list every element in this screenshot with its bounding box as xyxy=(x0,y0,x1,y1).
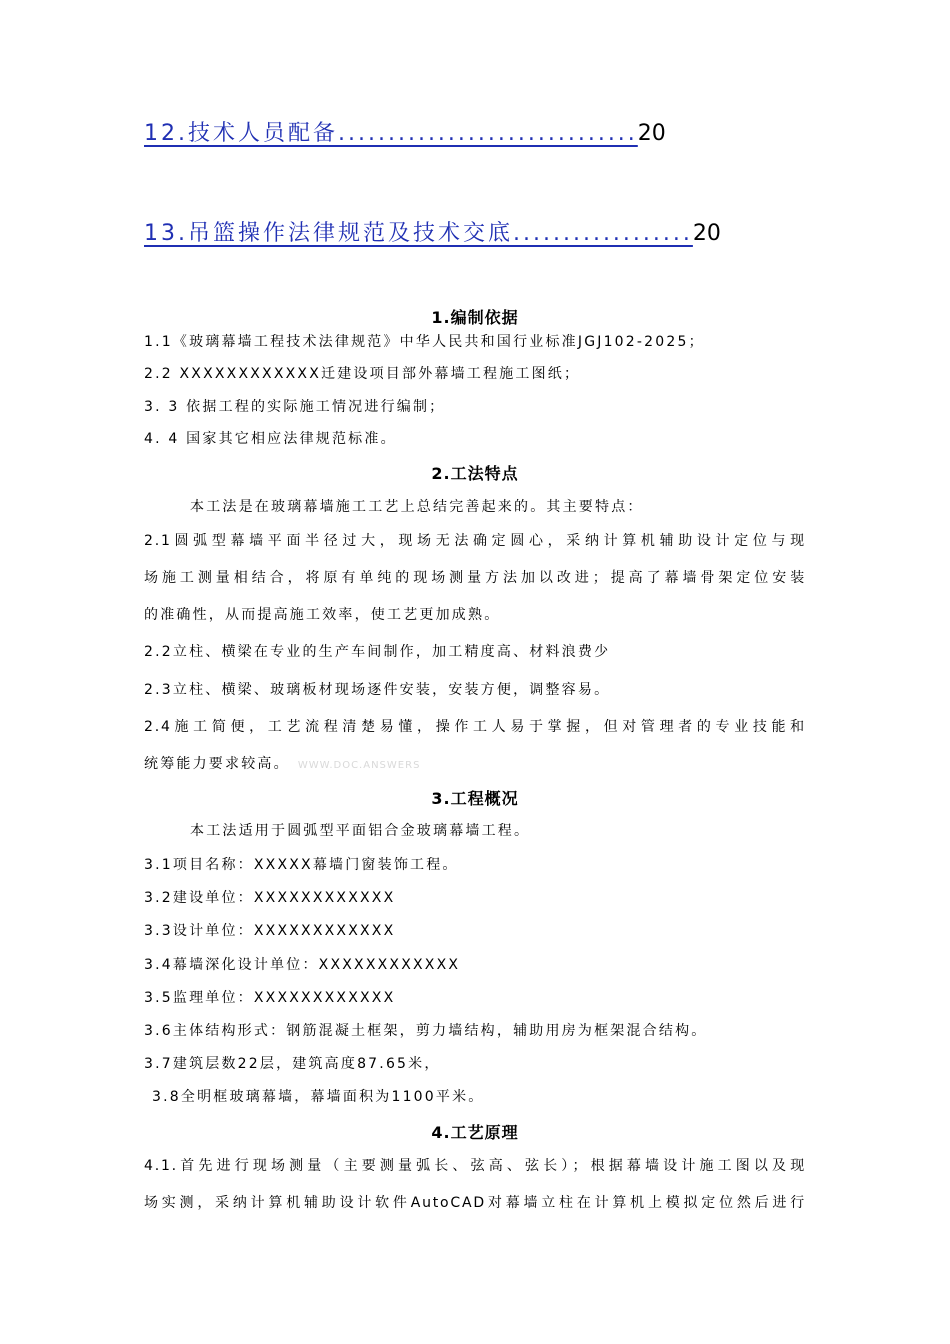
toc-page-number: 20 xyxy=(637,121,666,146)
paragraph-line: 2.1圆弧型幕墙平面半径过大，现场无法确定圆心，采纳计算机辅助设计定位与现 xyxy=(144,533,806,549)
paragraph-line: 3.7建筑层数22层，建筑高度87.65米， xyxy=(144,1056,441,1072)
paragraph-line: 统筹能力要求较高。 WWW.DOC.ANSWERS xyxy=(144,756,421,772)
toc-link-12[interactable]: 12.技术人员配备.............................. xyxy=(144,121,638,146)
paragraph-line: 2.3立柱、横梁、玻璃板材现场逐件安装，安装方便，调整容易。 xyxy=(144,682,611,698)
section-2-heading: 2.工法特点 xyxy=(431,464,519,483)
section-1-heading: 1.编制依据 xyxy=(431,308,519,327)
paragraph-line: 4. 4 国家其它相应法律规范标准。 xyxy=(144,431,397,447)
paragraph-line: 2.2 XXXXXXXXXXXX迁建设项目部外幕墙工程施工图纸； xyxy=(144,366,581,382)
section-4-heading: 4.工艺原理 xyxy=(431,1123,519,1142)
toc-link-13[interactable]: 13.吊篮操作法律规范及技术交底.................. xyxy=(144,221,693,246)
paragraph-line: 3.8全明框玻璃幕墙，幕墙面积为1100平米。 xyxy=(152,1089,485,1105)
paragraph-line: 3.1项目名称：XXXXX幕墙门窗装饰工程。 xyxy=(144,857,459,873)
paragraph-line: 场施工测量相结合，将原有单纯的现场测量方法加以改进；提高了幕墙骨架定位安装 xyxy=(144,570,806,586)
toc-entry-12[interactable] xyxy=(144,116,666,147)
paragraph-line: 2.2立柱、横梁在专业的生产车间制作，加工精度高、材料浪费少 xyxy=(144,644,611,660)
faint-watermark-text: WWW.DOC.ANSWERS xyxy=(297,760,421,771)
paragraph-line: 2.4施工简便，工艺流程清楚易懂，操作工人易于掌握，但对管理者的专业技能和 xyxy=(144,719,806,735)
section-intro: 本工法适用于圆弧型平面铝合金玻璃幕墙工程。 xyxy=(190,823,531,839)
paragraph-line: 4.1.首先进行现场测量（主要测量弧长、弦高、弦长）；根据幕墙设计施工图以及现 xyxy=(144,1158,806,1174)
paragraph-line: 3.6主体结构形式：钢筋混凝土框架，剪力墙结构，辅助用房为框架混合结构。 xyxy=(144,1023,708,1039)
paragraph-line: 3.2建设单位：XXXXXXXXXXXX xyxy=(144,890,396,906)
paragraph-line: 3.4幕墙深化设计单位：XXXXXXXXXXXX xyxy=(144,957,461,973)
section-intro: 本工法是在玻璃幕墙施工工艺上总结完善起来的。其主要特点： xyxy=(190,499,644,515)
paragraph-line: 的准确性，从而提高施工效率，使工艺更加成熟。 xyxy=(144,607,501,623)
paragraph-line: 场实测，采纳计算机辅助设计软件AutoCAD对幕墙立柱在计算机上模拟定位然后进行 xyxy=(144,1195,806,1211)
paragraph-line: 1.1《玻璃幕墙工程技术法律规范》中华人民共和国行业标准JGJ102-2025； xyxy=(144,334,705,350)
paragraph-line: 3.3设计单位：XXXXXXXXXXXX xyxy=(144,923,396,939)
toc-page-number: 20 xyxy=(692,221,721,246)
toc-entry-13[interactable] xyxy=(144,216,721,247)
paragraph-line: 3. 3 依据工程的实际施工情况进行编制； xyxy=(144,399,446,415)
paragraph-line: 3.5监理单位：XXXXXXXXXXXX xyxy=(144,990,396,1006)
section-3-heading: 3.工程概况 xyxy=(431,789,519,808)
